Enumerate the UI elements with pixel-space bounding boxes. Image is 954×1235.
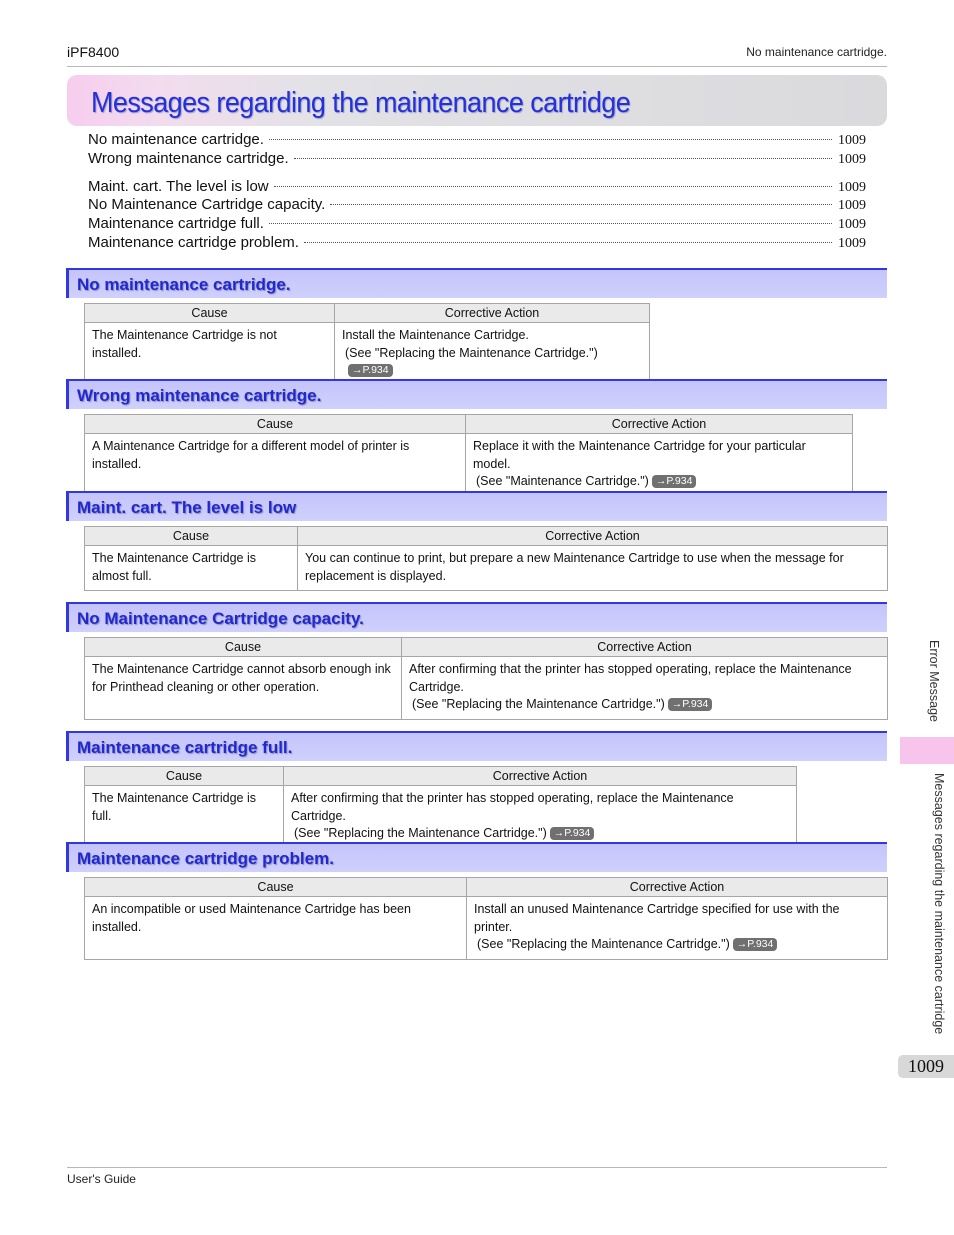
toc-label: Maintenance cartridge problem.: [88, 234, 299, 251]
action-cell: You can continue to print, but prepare a new Maintenance Cartridge to use when the message for replacement is displayed.: [298, 546, 888, 591]
toc-page: 1009: [838, 180, 866, 195]
column-header-cause: Cause: [85, 304, 335, 323]
toc-page: 1009: [838, 133, 866, 148]
action-cell: [284, 786, 797, 849]
action-cell: [402, 657, 888, 720]
section-heading: [66, 842, 887, 872]
toc-label: Maintenance cartridge full.: [88, 215, 264, 232]
toc-page: 1009: [838, 236, 866, 251]
cause-cell: The Maintenance Cartridge is not installed.: [85, 323, 335, 386]
section-heading: [66, 268, 887, 298]
table-row: [85, 786, 797, 849]
error-table: [84, 766, 797, 849]
error-table: [84, 414, 853, 497]
error-table: [84, 877, 888, 960]
section-title: Wrong maintenance cartridge.: [77, 386, 322, 405]
header-running-title: No maintenance cartridge.: [746, 45, 887, 59]
see-text: (See "Maintenance Cartridge."): [476, 474, 649, 488]
page-link[interactable]: →P.934: [733, 938, 778, 951]
section-title: Maint. cart. The level is low: [77, 498, 297, 517]
see-text: (See "Replacing the Maintenance Cartridge."): [412, 697, 665, 711]
header-model: iPF8400: [67, 44, 120, 60]
toc-leader: [269, 139, 832, 140]
column-header-action: Corrective Action: [298, 527, 888, 546]
page-link[interactable]: →P.934: [652, 475, 697, 488]
page-title: Messages regarding the maintenance cartridge: [91, 87, 631, 119]
toc-label: No Maintenance Cartridge capacity.: [88, 196, 326, 213]
action-text: Install the Maintenance Cartridge.: [342, 328, 529, 342]
page-number: 1009: [898, 1055, 954, 1078]
see-reference: [342, 345, 642, 380]
section-title: Maintenance cartridge full.: [77, 738, 293, 757]
see-text: (See "Replacing the Maintenance Cartridge."): [294, 826, 547, 840]
page-link[interactable]: →P.934: [348, 364, 393, 377]
action-text: After confirming that the printer has stopped operating, replace the Maintenance Cartridge.: [409, 662, 852, 694]
table-row: [85, 657, 888, 720]
section-heading: [66, 731, 887, 761]
toc-label: No maintenance cartridge.: [88, 131, 264, 148]
action-cell: [467, 897, 888, 960]
column-header-cause: Cause: [85, 878, 467, 897]
footer-guide-title: User's Guide: [67, 1172, 136, 1186]
column-header-action: Corrective Action: [284, 767, 797, 786]
title-band: [67, 75, 887, 126]
cause-cell: An incompatible or used Maintenance Cartridge has been installed.: [85, 897, 467, 960]
toc-item[interactable]: [88, 178, 866, 197]
section-title: Maintenance cartridge problem.: [77, 849, 334, 868]
table-row: [85, 323, 650, 386]
section-heading: [66, 491, 887, 521]
cause-cell: The Maintenance Cartridge is almost full.: [85, 546, 298, 591]
toc-item[interactable]: [88, 234, 866, 253]
toc-page: 1009: [838, 217, 866, 232]
table-row: [85, 434, 853, 497]
toc-item[interactable]: [88, 131, 866, 150]
section-side-tab[interactable]: Messages regarding the maintenance cartridge: [932, 773, 946, 1035]
toc-item[interactable]: [88, 150, 866, 169]
column-header-cause: Cause: [85, 638, 402, 657]
toc-leader: [269, 223, 832, 224]
toc-page: 1009: [838, 198, 866, 213]
see-text: (See "Replacing the Maintenance Cartridge."): [345, 345, 598, 360]
table-row: [85, 546, 888, 591]
footer-rule: [67, 1167, 887, 1168]
see-reference: [474, 936, 880, 954]
toc-leader: [274, 186, 832, 187]
column-header-action: Corrective Action: [402, 638, 888, 657]
chapter-side-tab[interactable]: Error Message: [927, 640, 941, 722]
header-rule: [67, 66, 887, 67]
action-cell: [335, 323, 650, 386]
toc-leader: [294, 158, 832, 159]
section-title: No maintenance cartridge.: [77, 275, 291, 294]
cause-cell: The Maintenance Cartridge cannot absorb enough ink for Printhead cleaning or other operation.: [85, 657, 402, 720]
toc-item[interactable]: [88, 215, 866, 234]
toc-label: Maint. cart. The level is low: [88, 178, 269, 195]
toc-label: Wrong maintenance cartridge.: [88, 150, 289, 167]
see-reference: [291, 825, 789, 843]
page-link[interactable]: →P.934: [668, 698, 713, 711]
see-reference: [409, 696, 880, 714]
error-table: [84, 303, 650, 386]
action-text: Replace it with the Maintenance Cartridge for your particular model.: [473, 439, 806, 471]
toc-leader: [304, 242, 832, 243]
action-text: Install an unused Maintenance Cartridge specified for use with the printer.: [474, 902, 840, 934]
error-table: [84, 637, 888, 720]
error-table: [84, 526, 888, 591]
column-header-cause: Cause: [85, 767, 284, 786]
page-link[interactable]: →P.934: [550, 827, 595, 840]
cause-cell: The Maintenance Cartridge is full.: [85, 786, 284, 849]
action-text: After confirming that the printer has stopped operating, replace the Maintenance Cartridge.: [291, 791, 734, 823]
table-row: [85, 897, 888, 960]
toc-leader: [330, 204, 832, 205]
column-header-action: Corrective Action: [467, 878, 888, 897]
toc-page: 1009: [838, 152, 866, 167]
current-chapter-marker: [900, 737, 954, 764]
column-header-action: Corrective Action: [335, 304, 650, 323]
see-reference: [473, 473, 845, 491]
see-text: (See "Replacing the Maintenance Cartridge."): [477, 937, 730, 951]
column-header-action: Corrective Action: [466, 415, 853, 434]
toc-item[interactable]: [88, 196, 866, 215]
cause-cell: A Maintenance Cartridge for a different model of printer is installed.: [85, 434, 466, 497]
section-title: No Maintenance Cartridge capacity.: [77, 609, 364, 628]
column-header-cause: Cause: [85, 415, 466, 434]
section-heading: [66, 602, 887, 632]
action-cell: [466, 434, 853, 497]
column-header-cause: Cause: [85, 527, 298, 546]
section-heading: [66, 379, 887, 409]
